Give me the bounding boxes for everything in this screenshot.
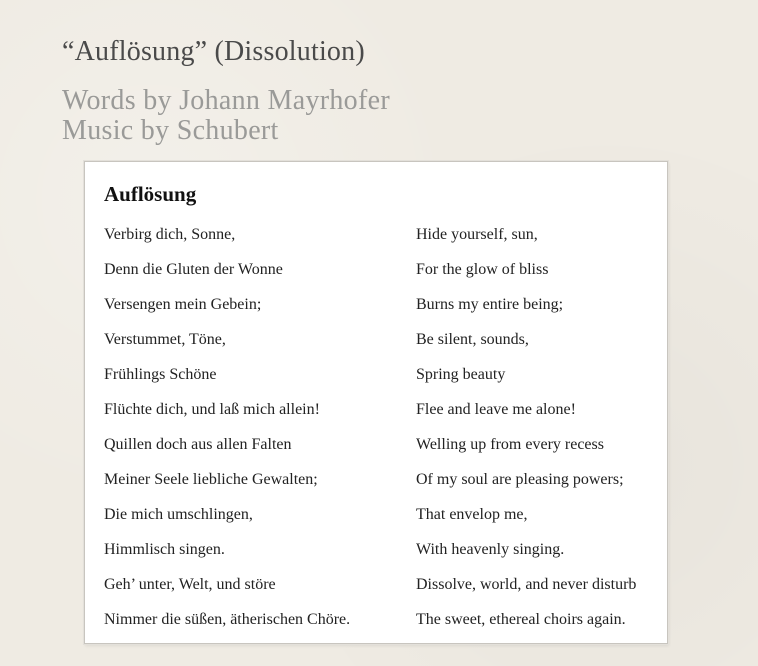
english-line: For the glow of bliss xyxy=(416,261,549,278)
german-line: Denn die Gluten der Wonne xyxy=(104,261,283,278)
composer-credit: Music by Schubert xyxy=(62,115,279,146)
german-line: Meiner Seele liebliche Gewalten; xyxy=(104,471,318,488)
german-line: Flüchte dich, und laß mich allein! xyxy=(104,401,320,418)
slide-subtitle xyxy=(62,86,390,146)
english-line: Burns my entire being; xyxy=(416,296,564,313)
english-line: Be silent, sounds, xyxy=(416,331,529,348)
english-line: Welling up from every recess xyxy=(416,436,604,453)
german-line: Quillen doch aus allen Falten xyxy=(104,436,292,453)
english-line: Dissolve, world, and never disturb xyxy=(416,576,637,593)
poem-heading: Auflösung xyxy=(104,182,197,206)
german-line: Verbirg dich, Sonne, xyxy=(104,226,236,243)
english-line: With heavenly singing. xyxy=(416,541,565,558)
english-translation-column xyxy=(416,224,636,644)
poem-card xyxy=(84,161,668,644)
german-line: Die mich umschlingen, xyxy=(104,506,253,523)
english-line: That envelop me, xyxy=(416,506,528,523)
german-line: Verstummet, Töne, xyxy=(104,331,226,348)
german-line: Frühlings Schöne xyxy=(104,366,217,383)
slide-title: “Auflösung” (Dissolution) xyxy=(62,36,365,67)
english-line: Flee and leave me alone! xyxy=(416,401,576,418)
english-line: Hide yourself, sun, xyxy=(416,226,538,243)
english-line: Of my soul are pleasing powers; xyxy=(416,471,624,488)
german-line: Geh’ unter, Welt, und störe xyxy=(104,576,276,593)
german-text-column xyxy=(104,224,350,644)
lyricist-credit: Words by Johann Mayrhofer xyxy=(62,85,390,116)
german-line: Nimmer die süßen, ätherischen Chöre. xyxy=(104,611,351,628)
english-line: Spring beauty xyxy=(416,366,506,383)
german-line: Versengen mein Gebein; xyxy=(104,296,262,313)
english-line: The sweet, ethereal choirs again. xyxy=(416,611,626,628)
german-line: Himmlisch singen. xyxy=(104,541,225,558)
